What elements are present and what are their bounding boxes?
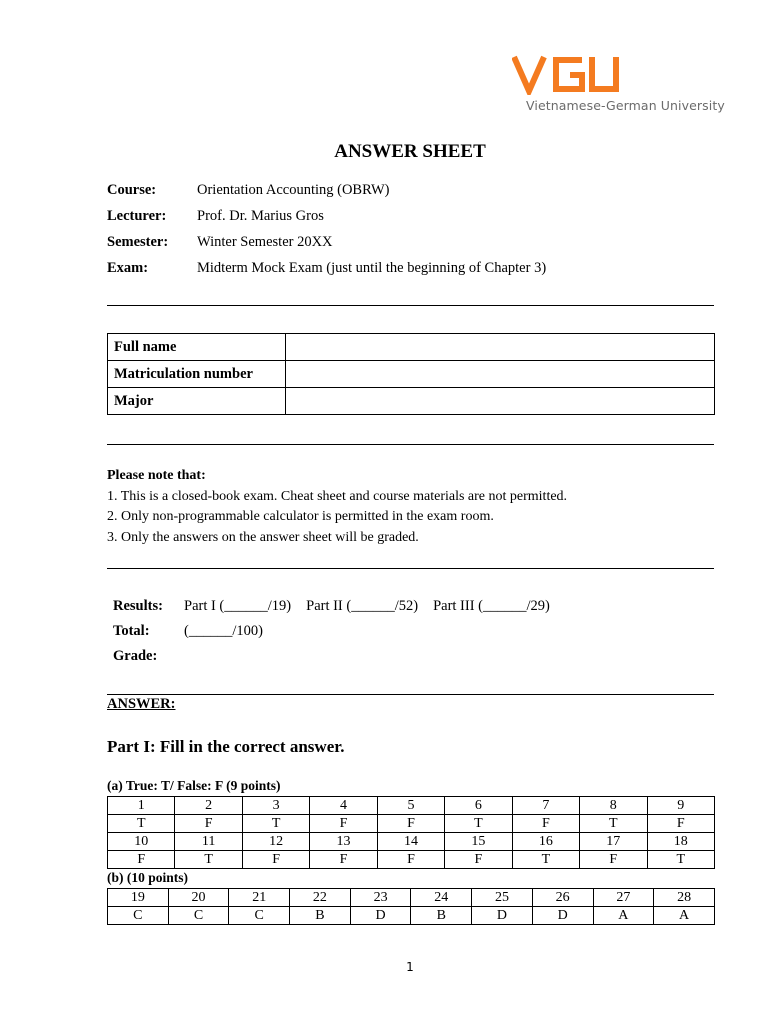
part1-score: Part I (______/19) bbox=[184, 598, 292, 614]
section-a-title: (a) True: T/ False: F (9 points) bbox=[107, 778, 281, 793]
answer-cell: T bbox=[108, 815, 175, 833]
table-row bbox=[108, 797, 715, 815]
page-title: ANSWER SHEET bbox=[334, 141, 486, 162]
answer-heading: ANSWER: bbox=[107, 696, 176, 712]
answer-cell: T bbox=[512, 851, 579, 869]
results-label: Results: bbox=[113, 598, 163, 614]
question-number-cell: 24 bbox=[411, 889, 472, 907]
semester-label: Semester: bbox=[107, 234, 169, 250]
divider bbox=[107, 694, 714, 695]
full-name-field[interactable] bbox=[286, 334, 715, 361]
matriculation-field[interactable] bbox=[286, 361, 715, 388]
part1-title: Part I: Fill in the correct answer. bbox=[107, 737, 345, 756]
answer-cell: D bbox=[350, 907, 411, 925]
exam-label: Exam: bbox=[107, 260, 149, 276]
answer-cell: F bbox=[647, 815, 715, 833]
question-number-cell: 2 bbox=[175, 797, 242, 815]
exam-value: Midterm Mock Exam (just until the beginning of Chapter 3) bbox=[197, 260, 547, 276]
question-number-cell: 20 bbox=[168, 889, 229, 907]
question-number-cell: 12 bbox=[242, 833, 309, 851]
note-item: 3. Only the answers on the answer sheet will be graded. bbox=[107, 529, 419, 545]
answer-cell: T bbox=[647, 851, 715, 869]
table-row bbox=[108, 907, 715, 925]
question-number-cell: 14 bbox=[377, 833, 444, 851]
divider bbox=[107, 568, 714, 569]
question-number-cell: 21 bbox=[229, 889, 290, 907]
exam-notes bbox=[107, 466, 567, 548]
note-item: 1. This is a closed-book exam. Cheat sheet and course materials are not permitted. bbox=[107, 488, 568, 504]
major-label: Major bbox=[108, 388, 286, 415]
answer-cell: F bbox=[580, 851, 647, 869]
table-row bbox=[108, 889, 715, 907]
table-row bbox=[108, 815, 715, 833]
total-label: Total: bbox=[113, 623, 150, 639]
answer-cell: C bbox=[168, 907, 229, 925]
notes-heading: Please note that: bbox=[107, 468, 206, 483]
lecturer-value: Prof. Dr. Marius Gros bbox=[197, 208, 324, 224]
table-row bbox=[108, 388, 715, 415]
part2-score: Part II (______/52) bbox=[306, 598, 419, 614]
results-row bbox=[113, 597, 565, 622]
divider bbox=[107, 444, 714, 445]
course-label: Course: bbox=[107, 182, 157, 198]
question-number-cell: 19 bbox=[108, 889, 169, 907]
answer-cell: F bbox=[108, 851, 175, 869]
course-value: Orientation Accounting (OBRW) bbox=[197, 182, 390, 198]
full-name-label: Full name bbox=[108, 334, 286, 361]
page-number: 1 bbox=[406, 960, 414, 974]
exam-info bbox=[107, 180, 546, 284]
grade-label: Grade: bbox=[113, 648, 158, 664]
true-false-answer-table bbox=[107, 796, 715, 869]
note-item: 2. Only non-programmable calculator is permitted in the exam room. bbox=[107, 509, 494, 524]
results-block bbox=[113, 597, 565, 672]
lecturer-row bbox=[107, 206, 546, 232]
answer-cell: D bbox=[532, 907, 593, 925]
answer-cell: F bbox=[310, 851, 377, 869]
question-number-cell: 6 bbox=[445, 797, 512, 815]
question-number-cell: 18 bbox=[647, 833, 715, 851]
matriculation-label: Matriculation number bbox=[108, 361, 286, 388]
answer-cell: F bbox=[377, 851, 444, 869]
total-score: (______/100) bbox=[184, 623, 263, 639]
grade-row bbox=[113, 647, 565, 672]
question-number-cell: 16 bbox=[512, 833, 579, 851]
question-number-cell: 15 bbox=[445, 833, 512, 851]
answer-cell: B bbox=[290, 907, 351, 925]
multiple-choice-answer-table bbox=[107, 888, 715, 925]
exam-row bbox=[107, 258, 546, 284]
table-row bbox=[108, 833, 715, 851]
table-row bbox=[108, 851, 715, 869]
answer-cell: D bbox=[472, 907, 533, 925]
question-number-cell: 11 bbox=[175, 833, 242, 851]
question-number-cell: 25 bbox=[472, 889, 533, 907]
answer-cell: F bbox=[445, 851, 512, 869]
answer-cell: F bbox=[512, 815, 579, 833]
question-number-cell: 7 bbox=[512, 797, 579, 815]
question-number-cell: 27 bbox=[593, 889, 654, 907]
table-row bbox=[108, 334, 715, 361]
question-number-cell: 5 bbox=[377, 797, 444, 815]
vgu-logo bbox=[510, 55, 725, 117]
question-number-cell: 1 bbox=[108, 797, 175, 815]
question-number-cell: 13 bbox=[310, 833, 377, 851]
question-number-cell: 8 bbox=[580, 797, 647, 815]
answer-cell: T bbox=[175, 851, 242, 869]
answer-cell: T bbox=[445, 815, 512, 833]
question-number-cell: 17 bbox=[580, 833, 647, 851]
answer-cell: C bbox=[229, 907, 290, 925]
answer-cell: T bbox=[242, 815, 309, 833]
answer-cell: F bbox=[175, 815, 242, 833]
question-number-cell: 3 bbox=[242, 797, 309, 815]
question-number-cell: 9 bbox=[647, 797, 715, 815]
question-number-cell: 22 bbox=[290, 889, 351, 907]
total-row bbox=[113, 622, 565, 647]
question-number-cell: 28 bbox=[654, 889, 715, 907]
section-b-title: (b) (10 points) bbox=[107, 870, 189, 885]
answer-cell: B bbox=[411, 907, 472, 925]
answer-cell: F bbox=[242, 851, 309, 869]
answer-cell: A bbox=[593, 907, 654, 925]
course-row bbox=[107, 180, 546, 206]
question-number-cell: 23 bbox=[350, 889, 411, 907]
semester-row bbox=[107, 232, 546, 258]
semester-value: Winter Semester 20XX bbox=[197, 234, 333, 250]
major-field[interactable] bbox=[286, 388, 715, 415]
answer-cell: T bbox=[580, 815, 647, 833]
table-row bbox=[108, 361, 715, 388]
logo-tagline: Vietnamese-German University bbox=[526, 98, 725, 113]
answer-cell: A bbox=[654, 907, 715, 925]
question-number-cell: 10 bbox=[108, 833, 175, 851]
question-number-cell: 4 bbox=[310, 797, 377, 815]
part3-score: Part III (______/29) bbox=[433, 598, 550, 614]
answer-cell: F bbox=[310, 815, 377, 833]
vgu-logo-mark bbox=[512, 55, 622, 95]
student-identity-table bbox=[107, 333, 715, 415]
answer-cell: C bbox=[108, 907, 169, 925]
question-number-cell: 26 bbox=[532, 889, 593, 907]
answer-cell: F bbox=[377, 815, 444, 833]
lecturer-label: Lecturer: bbox=[107, 208, 167, 224]
divider bbox=[107, 305, 714, 306]
